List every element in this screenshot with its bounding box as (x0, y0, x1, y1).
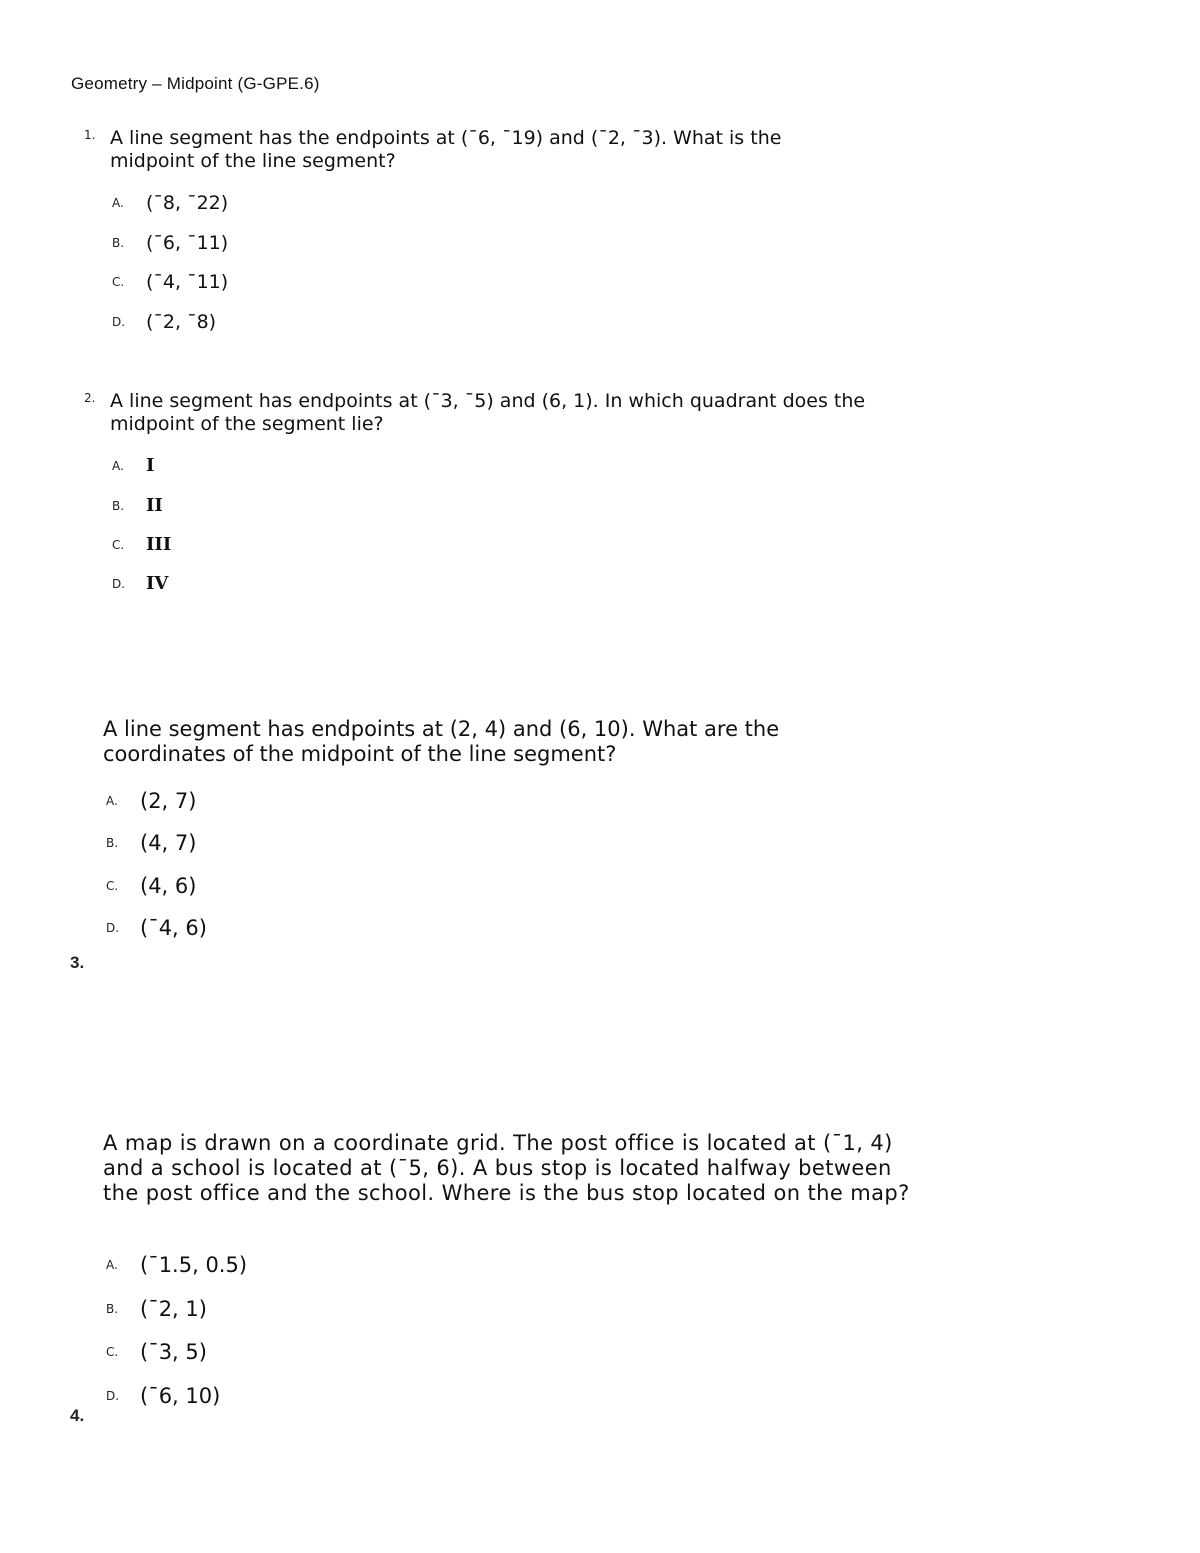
question-1-choice-d (112, 311, 216, 333)
question-4-choice-d (106, 1384, 220, 1408)
choice-value: IV (146, 573, 169, 594)
choice-value: (¯4, ¯11) (146, 271, 229, 293)
question-3-choice-a (106, 789, 196, 813)
choice-letter: D. (106, 921, 120, 935)
question-4-number: 4. (70, 1406, 85, 1425)
choice-value: (2, 7) (140, 789, 197, 813)
question-2-choice-c (112, 534, 171, 555)
choice-value: (¯6, 10) (140, 1384, 221, 1408)
choice-value: (¯6, ¯11) (146, 232, 229, 254)
choice-letter: B. (106, 1302, 119, 1316)
choice-letter: C. (106, 1345, 119, 1359)
question-2-choice-d (112, 573, 168, 594)
choice-letter: D. (106, 1389, 120, 1403)
choice-value: III (146, 534, 172, 555)
choice-value: (¯2, 1) (140, 1297, 207, 1321)
question-4-choice-c (106, 1340, 207, 1364)
choice-letter: D. (112, 576, 126, 591)
question-3-choice-d (106, 916, 207, 940)
choice-value: (¯1.5, 0.5) (140, 1253, 248, 1277)
choice-letter: A. (112, 196, 124, 210)
question-3-text: A line segment has endpoints at (2, 4) and (6, 10). What are the coordinates of the midpoint of the line segment? (103, 717, 780, 766)
question-4-choice-b (106, 1297, 207, 1321)
question-2-choice-a (112, 455, 154, 476)
choice-letter: A. (106, 794, 118, 808)
question-4-text: A map is drawn on a coordinate grid. The post office is located at (¯1, 4) and a school is located at (¯5, 6). A bus stop is located halfway between the post office and the school. Where is the bus stop located on the map? (103, 1131, 910, 1205)
choice-letter: C. (106, 879, 119, 893)
question-2-choice-b (112, 495, 163, 516)
choice-value: (¯2, ¯8) (146, 311, 217, 333)
question-1-number: 1. (84, 128, 96, 142)
document-title: Geometry – Midpoint (G-GPE.6) (71, 74, 320, 93)
choice-letter: B. (112, 498, 125, 513)
choice-letter: B. (106, 836, 119, 850)
question-1-choice-a (112, 192, 228, 214)
question-3-number: 3. (70, 953, 85, 972)
choice-letter: C. (112, 537, 125, 552)
choice-letter: A. (106, 1258, 118, 1272)
question-2-text: A line segment has endpoints at (¯3, ¯5) and (6, 1). In which quadrant does the midpoint of the segment lie? (110, 390, 866, 435)
choice-letter: A. (112, 458, 124, 473)
question-2-number: 2. (84, 391, 96, 405)
question-1-choice-c (112, 271, 228, 293)
choice-value: (4, 6) (140, 874, 197, 898)
choice-value: I (146, 455, 155, 476)
question-1-text: A line segment has the endpoints at (¯6, ¯19) and (¯2, ¯3). What is the midpoint of the line segment? (110, 127, 782, 172)
question-3-choice-b (106, 831, 196, 855)
choice-value: II (146, 495, 163, 516)
choice-value: (¯4, 6) (140, 916, 207, 940)
question-3-choice-c (106, 874, 196, 898)
choice-letter: B. (112, 236, 125, 250)
choice-letter: D. (112, 315, 126, 329)
choice-value: (¯3, 5) (140, 1340, 207, 1364)
choice-value: (4, 7) (140, 831, 197, 855)
choice-value: (¯8, ¯22) (146, 192, 229, 214)
question-4-choice-a (106, 1253, 247, 1277)
choice-letter: C. (112, 275, 125, 289)
question-1-choice-b (112, 232, 228, 254)
